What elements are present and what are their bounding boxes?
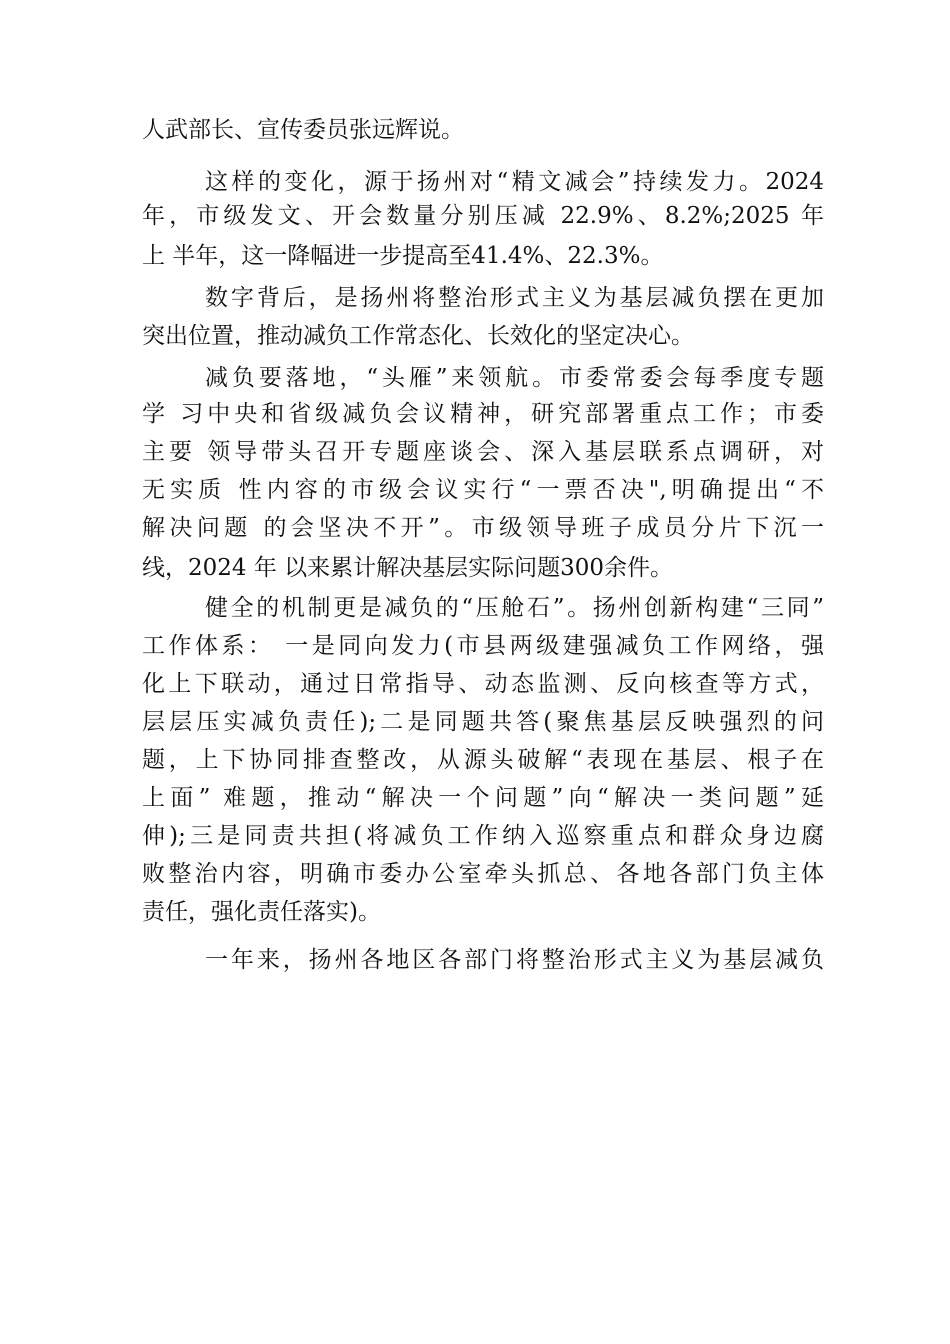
text-line: 突出位置，推动减负工作常态化、长效化的坚定决心。 <box>142 323 694 349</box>
text-line: 数字背后，是扬州将整治形式主义为基层减负摆在更加 <box>205 285 824 311</box>
text-line: 无实质 性内容的市级会议实行“一票否决",明确提出“不 <box>142 477 824 503</box>
text-line: 败整治内容，明确市委办公室牵头抓总、各地各部门负主体 <box>142 861 824 887</box>
text-line: 解决问题 的会坚决不开”。市级领导班子成员分片下沉一 <box>142 515 824 541</box>
text-line: 上 半年，这一降幅进一步提高至41.4%、22.3%。 <box>142 243 664 269</box>
text-line: 人武部长、宣传委员张远辉说。 <box>142 117 464 143</box>
text-line: 层层压实减负责任);二是同题共答(聚焦基层反映强烈的问 <box>142 709 824 735</box>
text-line: 线，2024 年 以来累计解决基层实际问题300余件。 <box>142 555 674 581</box>
text-line: 这样的变化，源于扬州对“精文减会”持续发力。2024 <box>205 169 824 195</box>
text-line: 减负要落地，“头雁”来领航。市委常委会每季度专题 <box>205 365 824 391</box>
text-line: 工作体系： 一是同向发力(市县两级建强减负工作网络，强 <box>142 633 824 659</box>
text-line: 化上下联动，通过日常指导、动态监测、反向核查等方式， <box>142 671 824 697</box>
text-line: 主要 领导带头召开专题座谈会、深入基层联系点调研，对 <box>142 439 824 465</box>
text-line: 责任，强化责任落实)。 <box>142 899 381 925</box>
text-line: 学 习中央和省级减负会议精神，研究部署重点工作；市委 <box>142 401 824 427</box>
text-line: 伸);三是同责共担(将减负工作纳入巡察重点和群众身边腐 <box>142 823 824 849</box>
text-line: 年，市级发文、开会数量分别压减 22.9%、8.2%;2025 年 <box>142 203 824 229</box>
text-line: 健全的机制更是减负的“压舱石”。扬州创新构建“三同” <box>205 595 824 621</box>
text-line: 题，上下协同排查整改，从源头破解“表现在基层、根子在 <box>142 747 824 773</box>
text-line: 一年来，扬州各地区各部门将整治形式主义为基层减负 <box>205 947 824 973</box>
text-line: 上面” 难题，推动“解决一个问题”向“解决一类问题”延 <box>142 785 824 811</box>
